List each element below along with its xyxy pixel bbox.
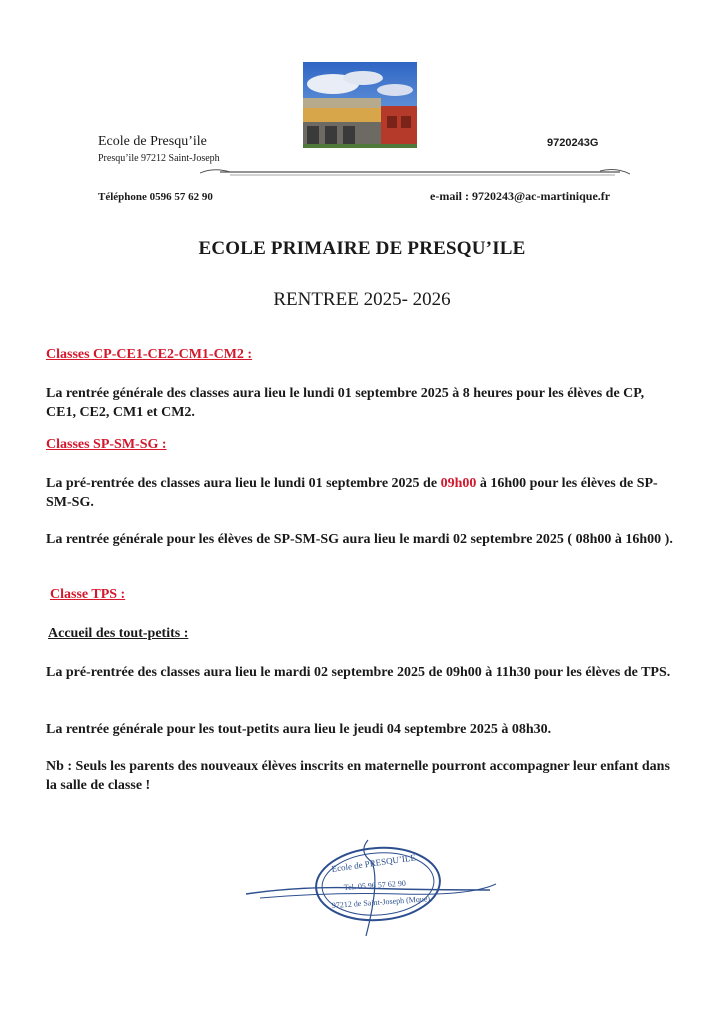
school-building-photo	[303, 62, 417, 148]
tps-subheading: Accueil des tout-petits :	[48, 626, 189, 641]
school-address: Presqu’ile 97212 Saint-Joseph	[98, 153, 220, 164]
pre-rentree-text-start: La pré-rentrée des classes aura lieu le lundi 01 septembre 2025 de	[46, 476, 441, 491]
section-heading-primary: Classes CP-CE1-CE2-CM1-CM2 :	[46, 347, 253, 362]
decorative-divider	[200, 164, 630, 180]
stamp-line-2: Tel. 05 96 57 62 90	[343, 878, 407, 892]
tps-rentree-text: La rentrée générale pour les tout-petits aura lieu le jeudi 04 septembre 2025 à 08h30.	[46, 722, 552, 737]
page-subtitle: RENTREE 2025- 2026	[273, 289, 451, 310]
phone-number: Téléphone 0596 57 62 90	[98, 191, 213, 203]
highlighted-time: 09h00	[440, 476, 477, 491]
pre-rentree-text-end: à 16h00 pour les élèves de SP-SM-SG.	[46, 476, 658, 510]
stamp-line-3: 97212 de Saint-Joseph (Mque)	[331, 894, 431, 910]
email-address: e-mail : 9720243@ac-martinique.fr	[430, 189, 611, 203]
section-heading-maternelle: Classes SP-SM-SG :	[46, 437, 167, 452]
school-stamp	[240, 832, 502, 942]
school-code: 9720243G	[547, 137, 599, 149]
maternelle-pre-rentree-text	[46, 474, 676, 512]
tps-pre-rentree-text: La pré-rentrée des classes aura lieu le mardi 02 septembre 2025 de 09h00 à 11h30 pour les élèves de TPS.	[46, 665, 671, 680]
maternelle-rentree-text: La rentrée générale pour les élèves de SP-SM-SG aura lieu le mardi 02 septembre 2025 ( 08h00 à 16h00 ).	[46, 532, 673, 547]
school-name: Ecole de Presqu’ile	[98, 134, 207, 149]
stamp-line-1: Ecole de PRESQU’ILE	[330, 852, 417, 874]
section-heading-tps: Classe TPS :	[50, 587, 126, 602]
primary-rentree-text: La rentrée générale des classes aura lieu le lundi 01 septembre 2025 à 8 heures pour les élèves de CP, CE1, CE2, CM1 et CM2.	[46, 386, 645, 420]
page-title: ECOLE PRIMAIRE DE PRESQU’ILE	[198, 238, 526, 259]
parents-note: Nb : Seuls les parents des nouveaux élèves inscrits en maternelle pourront accompagner leur enfant dans la salle de classe !	[46, 759, 670, 793]
